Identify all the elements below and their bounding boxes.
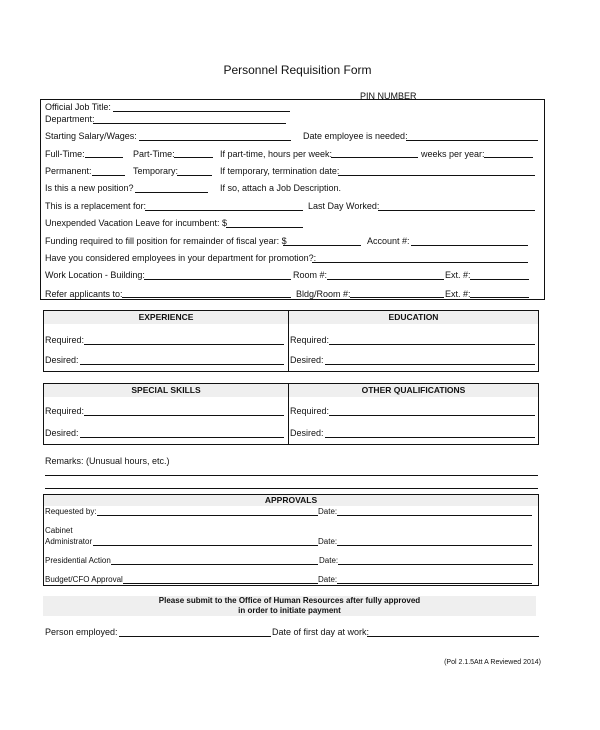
hours-per-week-label: If part-time, hours per week: bbox=[220, 149, 333, 159]
person-employed-label: Person employed: bbox=[45, 627, 118, 637]
budget-cfo-field[interactable] bbox=[123, 583, 318, 584]
weeks-per-year-field[interactable] bbox=[484, 157, 533, 158]
experience-header: EXPERIENCE bbox=[44, 311, 288, 324]
promotion-label: Have you considered employees in your department for promotion?: bbox=[45, 253, 317, 263]
special-skills-header: SPECIAL SKILLS bbox=[44, 384, 288, 397]
administrator-field[interactable] bbox=[93, 545, 318, 546]
vacation-leave-label: Unexpended Vacation Leave for incumbent: $ bbox=[45, 218, 227, 228]
department-field[interactable] bbox=[93, 123, 286, 124]
presidential-action-label: Presidential Action bbox=[45, 556, 111, 565]
administrator-date-label: Date: bbox=[318, 537, 338, 546]
remarks-field-1[interactable] bbox=[45, 475, 538, 476]
temporary-field[interactable] bbox=[177, 175, 212, 176]
date-needed-field[interactable] bbox=[406, 140, 538, 141]
refer-ext-field[interactable] bbox=[470, 297, 529, 298]
administrator-label: Administrator bbox=[45, 537, 93, 546]
experience-required-field[interactable] bbox=[84, 344, 284, 345]
temporary-label: Temporary: bbox=[133, 166, 179, 176]
other-qualifications-header: OTHER QUALIFICATIONS bbox=[289, 384, 538, 397]
experience-required-label: Required: bbox=[45, 335, 85, 345]
remarks-field-2[interactable] bbox=[45, 488, 538, 489]
approvals-header: APPROVALS bbox=[44, 495, 538, 506]
permanent-label: Permanent: bbox=[45, 166, 92, 176]
education-desired-field[interactable] bbox=[325, 364, 535, 365]
weeks-per-year-label: weeks per year: bbox=[421, 149, 485, 159]
presidential-date-field[interactable] bbox=[338, 564, 533, 565]
presidential-action-field[interactable] bbox=[111, 564, 318, 565]
skills-desired-field[interactable] bbox=[80, 437, 284, 438]
ext-field[interactable] bbox=[470, 279, 529, 280]
official-job-title-field[interactable] bbox=[113, 111, 290, 112]
hours-per-week-field[interactable] bbox=[331, 157, 418, 158]
qualifications-required-label: Required: bbox=[290, 406, 330, 416]
attach-description-note: If so, attach a Job Description. bbox=[220, 183, 342, 193]
requested-date-field[interactable] bbox=[337, 515, 532, 516]
replacement-for-field[interactable] bbox=[145, 210, 303, 211]
ext-label: Ext. #: bbox=[445, 270, 471, 280]
new-position-field[interactable] bbox=[135, 192, 208, 193]
part-time-field[interactable] bbox=[174, 157, 213, 158]
room-field[interactable] bbox=[327, 279, 444, 280]
room-label: Room #: bbox=[293, 270, 328, 280]
qualifications-required-field[interactable] bbox=[329, 415, 535, 416]
promotion-field[interactable] bbox=[312, 262, 528, 263]
skills-required-field[interactable] bbox=[84, 415, 284, 416]
cabinet-label: Cabinet bbox=[45, 526, 73, 535]
education-required-field[interactable] bbox=[329, 344, 535, 345]
termination-date-field[interactable] bbox=[338, 175, 535, 176]
budget-date-field[interactable] bbox=[337, 583, 532, 584]
presidential-date-label: Date: bbox=[319, 556, 339, 565]
remarks-label: Remarks: (Unusual hours, etc.) bbox=[45, 456, 170, 466]
official-job-title-label: Official Job Title: bbox=[45, 102, 111, 112]
replacement-for-label: This is a replacement for: bbox=[45, 201, 147, 211]
person-employed-field[interactable] bbox=[119, 636, 271, 637]
refer-applicants-field[interactable] bbox=[122, 297, 291, 298]
work-location-field[interactable] bbox=[144, 279, 291, 280]
termination-date-label: If temporary, termination date: bbox=[220, 166, 340, 176]
budget-cfo-label: Budget/CFO Approval bbox=[45, 575, 123, 584]
last-day-worked-label: Last Day Worked: bbox=[308, 201, 380, 211]
account-field[interactable] bbox=[411, 245, 528, 246]
starting-salary-field[interactable] bbox=[139, 140, 291, 141]
skills-desired-label: Desired: bbox=[45, 428, 79, 438]
requested-date-label: Date: bbox=[318, 507, 338, 516]
education-desired-label: Desired: bbox=[290, 355, 324, 365]
skills-required-label: Required: bbox=[45, 406, 85, 416]
full-time-label: Full-Time: bbox=[45, 149, 85, 159]
department-label: Department: bbox=[45, 114, 95, 124]
date-needed-label: Date employee is needed: bbox=[303, 131, 408, 141]
bldg-room-label: Bldg/Room #: bbox=[296, 289, 351, 299]
submit-notice-line-2: in order to initiate payment bbox=[238, 606, 341, 615]
budget-date-label: Date: bbox=[318, 575, 338, 584]
bldg-room-field[interactable] bbox=[350, 297, 444, 298]
column-divider bbox=[288, 383, 289, 445]
starting-salary-label: Starting Salary/Wages: bbox=[45, 131, 137, 141]
qualifications-desired-field[interactable] bbox=[325, 437, 535, 438]
work-location-label: Work Location - Building: bbox=[45, 270, 145, 280]
full-time-field[interactable] bbox=[85, 157, 123, 158]
column-divider bbox=[288, 310, 289, 372]
part-time-label: Part-Time: bbox=[133, 149, 175, 159]
account-label: Account #: bbox=[367, 236, 410, 246]
new-position-label: Is this a new position? bbox=[45, 183, 134, 193]
first-day-label: Date of first day at work: bbox=[272, 627, 370, 637]
approvals-box bbox=[43, 494, 539, 586]
requested-by-label: Requested by: bbox=[45, 507, 97, 516]
education-required-label: Required: bbox=[290, 335, 330, 345]
pin-number-label: PIN NUMBER bbox=[360, 91, 417, 101]
refer-applicants-label: Refer applicants to: bbox=[45, 289, 123, 299]
submit-notice-line-1: Please submit to the Office of Human Resources after fully approved bbox=[158, 596, 421, 605]
qualifications-desired-label: Desired: bbox=[290, 428, 324, 438]
funding-required-label: Funding required to fill position for remainder of fiscal year: $ bbox=[45, 236, 287, 246]
funding-required-field[interactable] bbox=[283, 245, 361, 246]
permanent-field[interactable] bbox=[92, 175, 125, 176]
experience-desired-label: Desired: bbox=[45, 355, 79, 365]
education-header: EDUCATION bbox=[289, 311, 538, 324]
experience-desired-field[interactable] bbox=[80, 364, 284, 365]
vacation-leave-field[interactable] bbox=[226, 227, 303, 228]
first-day-field[interactable] bbox=[367, 636, 539, 637]
last-day-worked-field[interactable] bbox=[378, 210, 535, 211]
administrator-date-field[interactable] bbox=[337, 545, 532, 546]
submit-notice bbox=[43, 596, 536, 616]
page-title: Personnel Requisition Form bbox=[223, 63, 372, 77]
footer-reference: (Pol 2.1.5Att A Reviewed 2014) bbox=[444, 659, 541, 666]
refer-ext-label: Ext. #: bbox=[445, 289, 471, 299]
requested-by-field[interactable] bbox=[97, 515, 318, 516]
